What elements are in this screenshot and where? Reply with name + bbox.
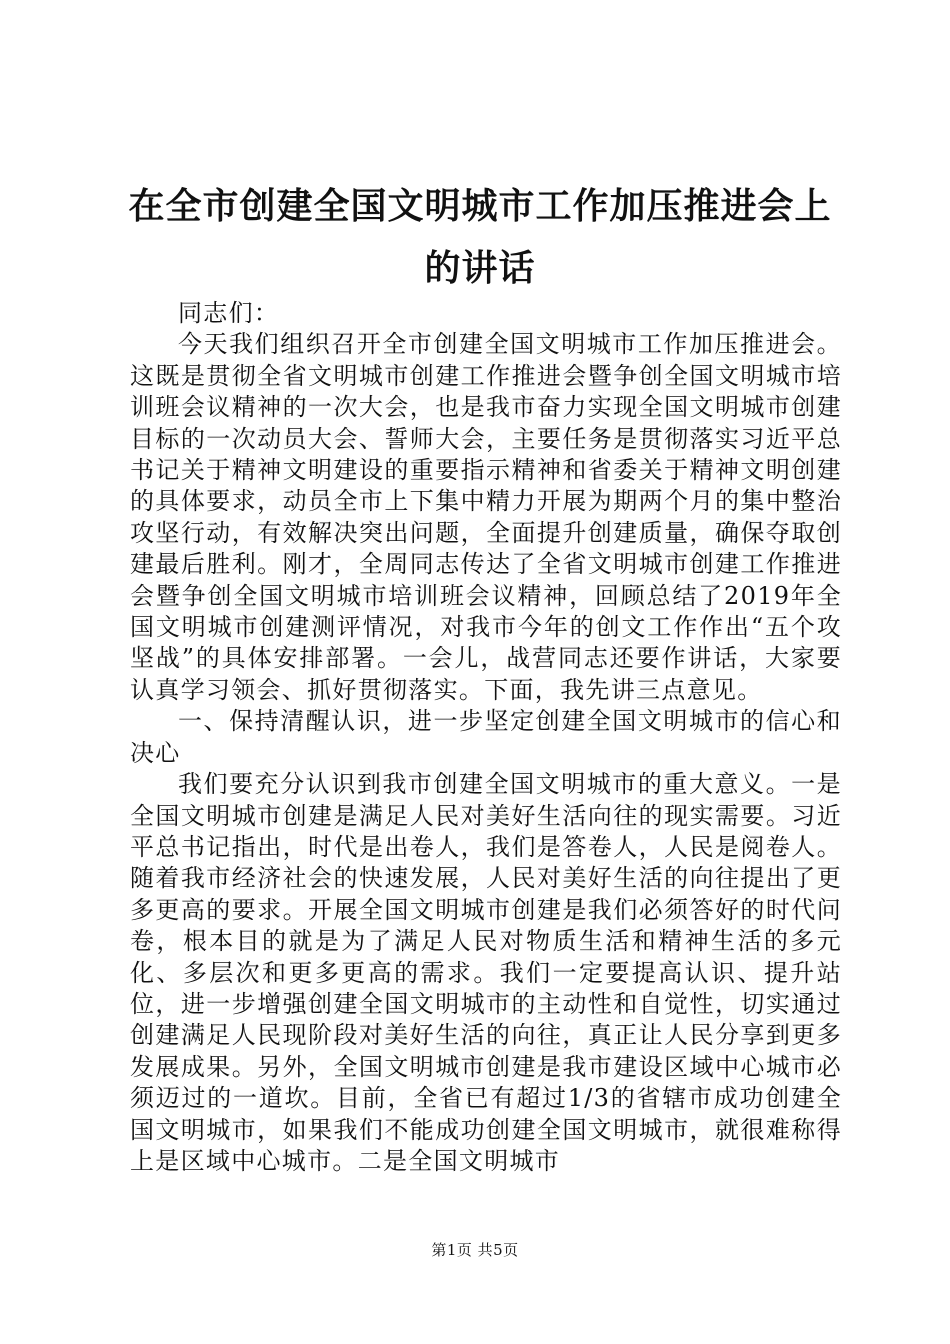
paragraph-section-1: 我们要充分认识到我市创建全国文明城市的重大意义。一是全国文明城市创建是满足人民对美好生活向往的现实需要。习近平总书记指出，时代是出卷人，我们是答卷人，人民是阅卷人。随着我市经济社会的快速发展，人民对美好生活的向往提出了更多更高的要求。开展全国文明城市创建是我们必须答好的时代问卷，根本目的就是为了满足人民对物质生活和精神生活的多元化、多层次和更多更高的需求。我们一定要提高认识、提升站位，进一步增强创建全国文明城市的主动性和自觉性，切实通过创建满足人民现阶段对美好生活的向往，真正让人民分享到更多发展成果。另外，全国文明城市创建是我市建设区域中心城市必须迈过的一道坎。目前，全省已有超过1/3的省辖市成功创建全国文明城市，如果我们不能成功创建全国文明城市，就很难称得上是区域中心城市。二是全国文明城市: [130, 770, 842, 1175]
document-title: 在全市创建全国文明城市工作加压推进会上的讲话: [128, 186, 832, 289]
salutation: 同志们：: [178, 299, 280, 327]
paragraph-intro: 今天我们组织召开全市创建全国文明城市工作加压推进会。这既是贯彻全省文明城市创建工作推进会暨争创全国文明城市培训班会议精神的一次大会，也是我市奋力实现全国文明城市创建目标的一次动员大会、誓师大会，主要任务是贯彻落实习近平总书记关于精神文明建设的重要指示精神和省委关于精神文明创建的具体要求，动员全市上下集中精力开展为期两个月的集中整治攻坚行动，有效解决突出问题，全面提升创建质量，确保夺取创建最后胜利。刚才，全周同志传达了全省文明城市创建工作推进会暨争创全国文明城市培训班会议精神，回顾总结了2019年全国文明城市创建测评情况，对我市今年的创文工作作出“五个攻坚战”的具体安排部署。一会儿，战营同志还要作讲话，大家要认真学习领会、抓好贯彻落实。下面，我先讲三点意见。: [130, 330, 842, 704]
page-footer: 第1页 共5页: [431, 1241, 519, 1259]
document-body: [130, 298, 842, 1177]
section-heading-1: 一、保持清醒认识，进一步坚定创建全国文明城市的信心和决心: [130, 707, 842, 767]
